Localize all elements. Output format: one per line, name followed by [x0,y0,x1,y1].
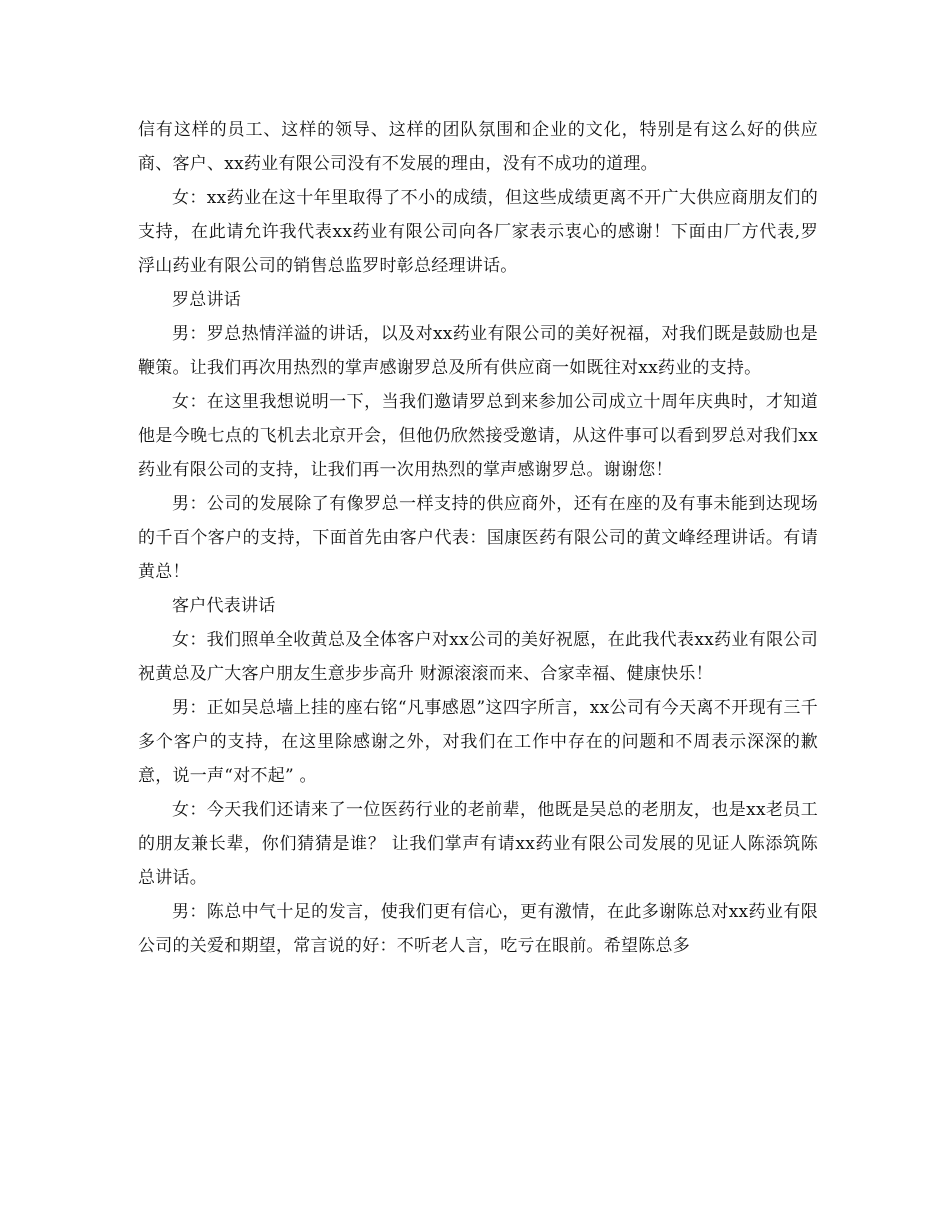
paragraph-2: 女：xx药业在这十年里取得了不小的成绩，但这些成绩更离不开广大供应商朋友们的支持，在此请允许我代表xx药业有限公司向各厂家表示衷心的感谢！下面由厂方代表,罗浮山药业有限公司的销售总监罗时彰总经理讲话。 [138,188,818,276]
paragraph-10: 女：今天我们还请来了一位医药行业的老前辈，他既是吴总的老朋友，也是xx老员工的朋友兼长辈，你们猜猜是谁？ 让我们掌声有请xx药业有限公司发展的见证人陈添筑陈总讲话。 [138,800,818,888]
paragraph-5: 女：在这里我想说明一下，当我们邀请罗总到来参加公司成立十周年庆典时，才知道他是今晚七点的飞机去北京开会，但他仍欣然接受邀请，从这件事可以看到罗总对我们xx药业有限公司的支持，让我们再一次用热烈的掌声感谢罗总。谢谢您！ [138,392,818,480]
paragraph-11: 男：陈总中气十足的发言，使我们更有信心，更有激情，在此多谢陈总对xx药业有限公司的关爱和期望，常言说的好：不听老人言，吃亏在眼前。希望陈总多 [138,902,818,956]
paragraph-8: 女：我们照单全收黄总及全体客户对xx公司的美好祝愿，在此我代表xx药业有限公司祝黄总及广大客户朋友生意步步高升 财源滚滚而来、合家幸福、健康快乐！ [138,630,818,684]
document-body [138,113,818,963]
paragraph-4: 男：罗总热情洋溢的讲话，以及对xx药业有限公司的美好祝福，对我们既是鼓励也是鞭策。让我们再次用热烈的掌声感谢罗总及所有供应商一如既往对xx药业的支持。 [138,324,818,378]
section-heading-luo: 罗总讲话 [172,290,241,310]
paragraph-1: 信有这样的员工、这样的领导、这样的团队氛围和企业的文化，特别是有这么好的供应商、客户、xx药业有限公司没有不发展的理由，没有不成功的道理。 [138,120,818,174]
paragraph-9: 男：正如吴总墙上挂的座右铭“凡事感恩”这四字所言，xx公司有今天离不开现有三千多个客户的支持，在这里除感谢之外，对我们在工作中存在的问题和不周表示深深的歉意，说一声“对不起” 。 [138,698,818,786]
section-heading-customer: 客户代表讲话 [172,596,276,616]
paragraph-6: 男：公司的发展除了有像罗总一样支持的供应商外，还有在座的及有事未能到达现场的千百个客户的支持，下面首先由客户代表：国康医药有限公司的黄文峰经理讲话。有请黄总！ [138,494,818,582]
